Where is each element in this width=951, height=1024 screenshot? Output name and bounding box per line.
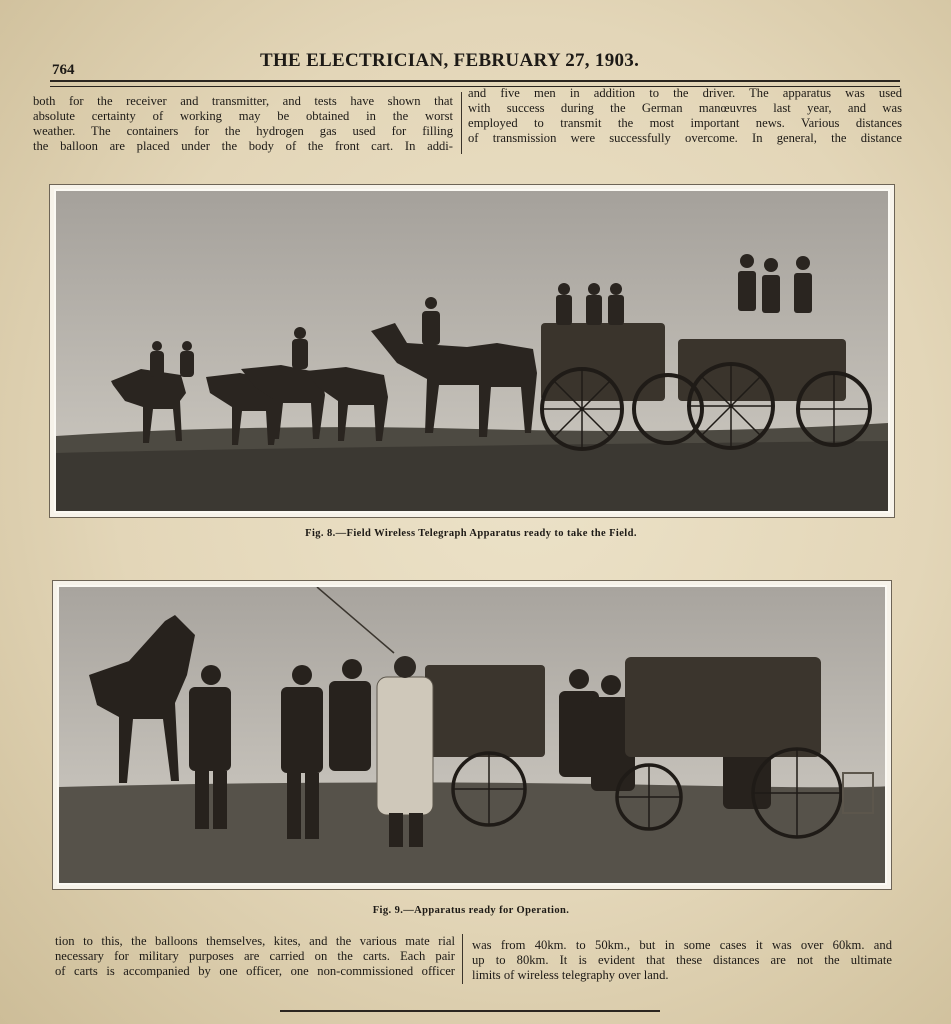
text-line: the balloon are placed under the body of the front cart. In addi-	[33, 139, 453, 153]
page-header	[40, 48, 910, 78]
top-right-column	[468, 86, 902, 146]
text-line: necessary for military purposes are carried on the carts. Each pair	[55, 949, 455, 963]
journal-title: THE ELECTRICIAN, FEBRUARY 27, 1903.	[260, 50, 640, 71]
bottom-right-column	[472, 938, 892, 983]
figure-9-caption: Fig. 9.—Apparatus ready for Operation.	[372, 905, 570, 916]
page-number: 764	[52, 62, 75, 78]
text-line: up to 80km. It is evident that these distances are not the ultimate	[472, 953, 892, 967]
text-line: with success during the German manœuvres last year, and was	[468, 101, 902, 115]
soldiers-operating-apparatus-illustration	[59, 587, 885, 883]
text-line: absolute certainty of working may be obtained in the worst	[33, 109, 453, 123]
top-left-column	[33, 94, 453, 154]
text-line: weather. The containers for the hydrogen gas used for filling	[33, 124, 453, 138]
footer-rule	[280, 1010, 660, 1012]
text-line: both for the receiver and transmitter, and tests have shown that	[33, 94, 453, 108]
text-line: and five men in addition to the driver. The apparatus was used	[468, 86, 902, 100]
column-divider	[462, 934, 463, 984]
text-line: employed to transmit the most important news. Various distances	[468, 116, 902, 130]
figure-8-photo	[49, 184, 895, 518]
text-line: tion to this, the balloons themselves, kites, and the various mate rial	[55, 934, 455, 948]
figure-9-photo	[52, 580, 892, 890]
text-line: was from 40km. to 50km., but in some cases it was over 60km. and	[472, 938, 892, 952]
text-line: of carts is accompanied by one officer, one non-commissioned officer	[55, 964, 455, 978]
figure-8-caption: Fig. 8.—Field Wireless Telegraph Apparatus ready to take the Field.	[305, 528, 637, 539]
text-line: of transmission were successfully overcome. In general, the distance	[468, 131, 902, 145]
column-divider	[461, 92, 462, 154]
horse-drawn-carts-illustration	[56, 191, 888, 511]
header-rule	[50, 80, 900, 82]
bottom-left-column	[55, 934, 455, 979]
text-line: limits of wireless telegraphy over land.	[472, 968, 669, 982]
